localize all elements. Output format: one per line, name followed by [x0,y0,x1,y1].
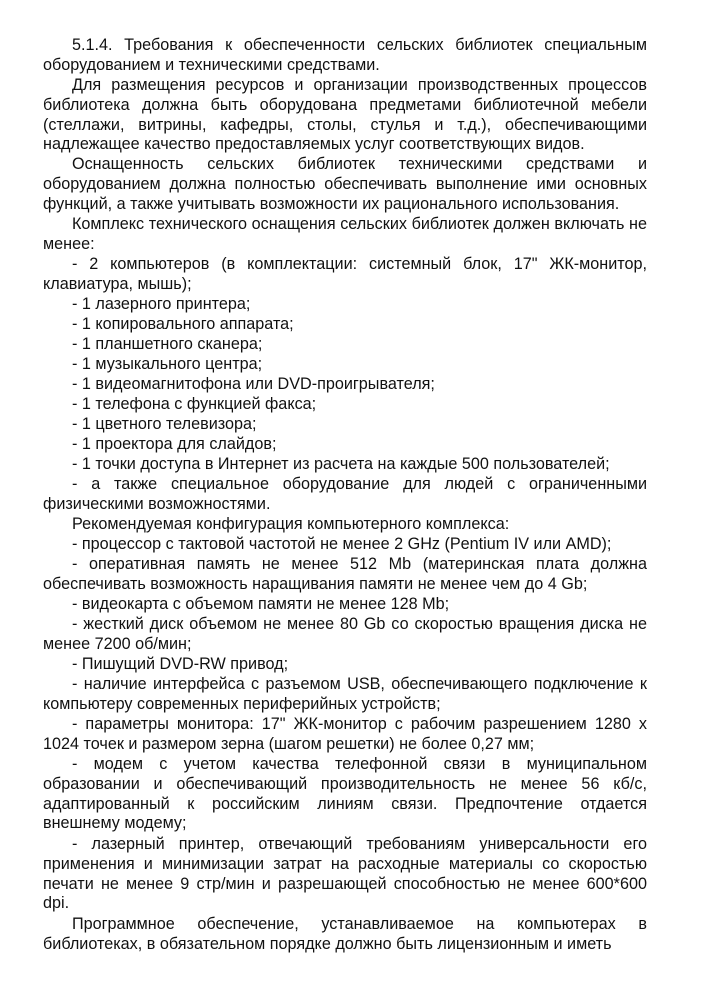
list-item: - 1 видеомагнитофона или DVD-проигрывателя; [72,375,435,393]
list-item: - а также специальное оборудование для людей с ограниченными физическими возможностями. [43,475,647,513]
list-item: - процессор с тактовой частотой не менее 2 GHz (Pentium IV или AMD); [72,535,612,553]
list-item: - 1 лазерного принтера; [72,295,251,313]
document-page [43,0,647,1000]
list-item: - 1 точки доступа в Интернет из расчета на каждые 500 пользователей; [72,455,610,473]
list-item: - 1 проектора для слайдов; [72,435,277,453]
paragraph-furniture: Для размещения ресурсов и организации производственных процессов библиотека должна быть оборудована предметами библиотечной мебели (стеллажи, витрины, кафедры, столы, стулья и т.д.), обеспечивающими надлежащее качество предоставляемых услуг соответствующих видов. [43,76,647,154]
section-heading: 5.1.4. Требования к обеспеченности сельских библиотек специальным оборудованием и техническими средствами. [43,36,647,74]
paragraph-equipment: Оснащенность сельских библиотек техническими средствами и оборудованием должна полностью обеспечивать выполнение ими основных функций, а также учитывать возможности их рационального использования. [43,155,647,213]
list-item: - 2 компьютеров (в комплектации: системный блок, 17" ЖК-монитор, клавиатура, мышь); [43,255,647,293]
list-item: - модем с учетом качества телефонной связи в муниципальном образовании и обеспечивающий производительность не менее 56 кб/с, адаптированный к российским линиям связи. Предпочтение отдается внешнему модему; [43,755,647,833]
list-item: - видеокарта с объемом памяти не менее 128 Mb; [72,595,450,613]
list-item: - жесткий диск объемом не менее 80 Gb со скоростью вращения диска не менее 7200 об/мин; [43,615,647,653]
list-item: - наличие интерфейса с разъемом USB, обеспечивающего подключение к компьютеру современных периферийных устройств; [43,675,647,713]
list-item: - лазерный принтер, отвечающий требованиям универсальности его применения и минимизации затрат на расходные материалы со скоростью печати не менее 9 стр/мин и разрешающей способностью не менее 600*600 dpi. [43,835,647,913]
list-item: - параметры монитора: 17" ЖК-монитор с рабочим разрешением 1280 x 1024 точек и размером зерна (шагом решетки) не более 0,27 мм; [43,715,647,753]
list-item: - 1 копировального аппарата; [72,315,294,333]
list-item: - Пишущий DVD-RW привод; [72,655,289,673]
list-item: - 1 телефона с функцией факса; [72,395,317,413]
list-item: - 1 планшетного сканера; [72,335,263,353]
list-item: - оперативная память не менее 512 Mb (материнская плата должна обеспечивать возможность наращивания памяти не менее чем до 4 Gb; [43,555,647,593]
list-item: - 1 цветного телевизора; [72,415,257,433]
paragraph-complex: Комплекс технического оснащения сельских библиотек должен включать не менее: [43,215,647,253]
paragraph-software: Программное обеспечение, устанавливаемое на компьютерах в библиотеках, в обязательном порядке должно быть лицензионным и иметь [43,915,647,953]
list-item: - 1 музыкального центра; [72,355,263,373]
paragraph-config: Рекомендуемая конфигурация компьютерного комплекса: [72,515,510,533]
